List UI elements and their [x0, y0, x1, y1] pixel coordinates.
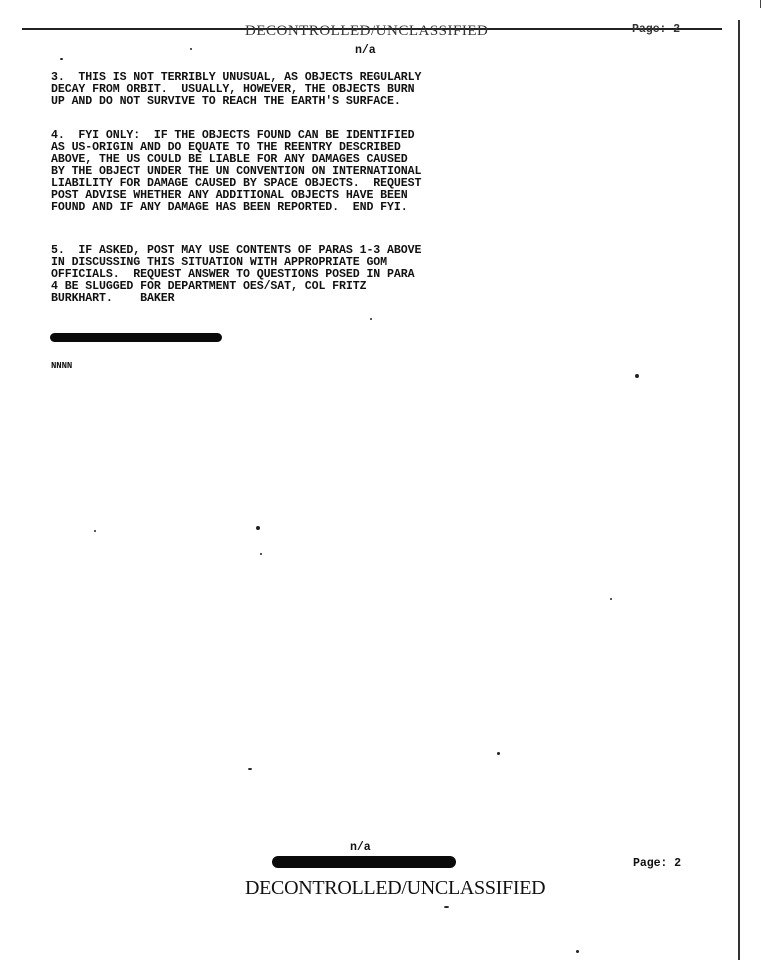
paragraph-line: UP AND DO NOT SURVIVE TO REACH THE EARTH'S SURFACE. [51, 95, 401, 108]
paragraph-line: AS US-ORIGIN AND DO EQUATE TO THE REENTRY DESCRIBED [51, 141, 401, 154]
redaction-bar [50, 333, 222, 342]
paragraph-3 [51, 72, 421, 108]
scan-speck [497, 752, 500, 755]
scan-speck [444, 906, 449, 908]
page-right-edge [738, 20, 740, 960]
scan-speck [94, 530, 96, 532]
footer-page-number: Page: 2 [633, 857, 682, 870]
footer-classification: DECONTROLLED/UNCLASSIFIED [245, 877, 546, 899]
paragraph-line: BURKHART. BAKER [51, 292, 175, 305]
paragraph-line: 4 BE SLUGGED FOR DEPARTMENT OES/SAT, COL FRITZ [51, 280, 367, 293]
paragraph-line: OFFICIALS. REQUEST ANSWER TO QUESTIONS POSED IN PARA [51, 268, 415, 281]
paragraph-line: LIABILITY FOR DAMAGE CAUSED BY SPACE OBJECTS. REQUEST [51, 177, 422, 190]
paragraph-line: POST ADVISE WHETHER ANY ADDITIONAL OBJECTS HAVE BEEN [51, 189, 408, 202]
paragraph-line: 5. IF ASKED, POST MAY USE CONTENTS OF PARAS 1-3 ABOVE [51, 244, 422, 257]
paragraph-4 [51, 130, 421, 214]
scan-speck [256, 526, 260, 530]
paragraph-5 [51, 245, 421, 305]
scan-speck [190, 48, 192, 50]
paragraph-line: 3. THIS IS NOT TERRIBLY UNUSUAL, AS OBJECTS REGULARLY [51, 71, 422, 84]
paragraph-line: FOUND AND IF ANY DAMAGE HAS BEEN REPORTED. END FYI. [51, 201, 408, 214]
end-marker: NNNN [51, 361, 73, 371]
scan-speck [60, 58, 63, 60]
paragraph-line: BY THE OBJECT UNDER THE UN CONVENTION ON INTERNATIONAL [51, 165, 422, 178]
corner-mark [760, 0, 761, 8]
scan-speck [635, 374, 639, 378]
scan-speck [576, 950, 579, 953]
paragraph-line: ABOVE, THE US COULD BE LIABLE FOR ANY DAMAGES CAUSED [51, 153, 408, 166]
paragraph-line: IN DISCUSSING THIS SITUATION WITH APPROPRIATE GOM [51, 256, 388, 269]
scan-speck [370, 318, 372, 320]
scan-speck [610, 598, 612, 600]
paragraph-line: 4. FYI ONLY: IF THE OBJECTS FOUND CAN BE IDENTIFIED [51, 129, 415, 142]
footer-na: n/a [350, 841, 371, 854]
footer-redaction-bar [272, 856, 456, 868]
scan-speck [260, 553, 262, 555]
scan-speck [248, 768, 252, 770]
header-na: n/a [355, 44, 376, 57]
paragraph-line: DECAY FROM ORBIT. USUALLY, HOWEVER, THE OBJECTS BURN [51, 83, 415, 96]
header-page-number-cut: Page: 2 [632, 23, 681, 36]
header-classification-cut: DECONTROLLED/UNCLASSIFIED [245, 23, 489, 39]
